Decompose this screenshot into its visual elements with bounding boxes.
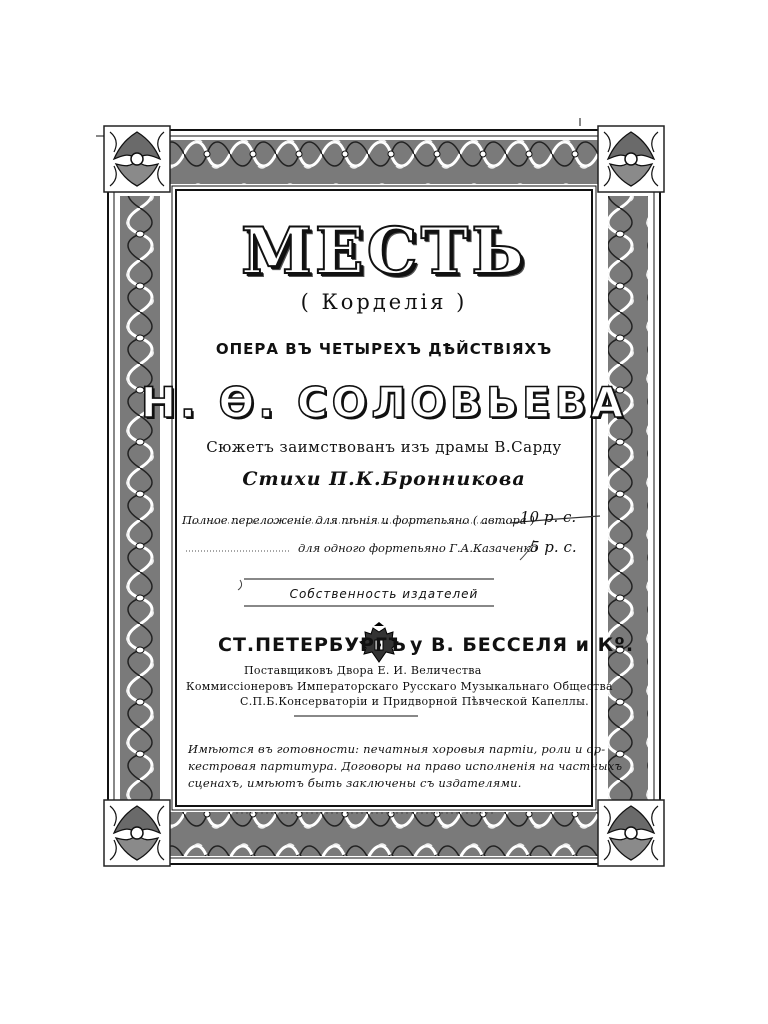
source-note: Сюжетъ заимствованъ изъ драмы В.Сарду <box>206 438 562 456</box>
publisher-line-1: Поставщиковъ Двора Е. И. Величества <box>244 664 482 677</box>
publisher-line-2: Коммиссіонеровъ Императорскаго Русскаго Музыкальнаго Общества <box>186 680 613 693</box>
availability-note-line: кестровая партитура. Договоры на право исполненія на частныхъ <box>188 759 623 773</box>
arrangement-price: 10 р. с. <box>520 508 577 526</box>
availability-note-line: сценахъ, имѣютъ быть заключены съ издателями. <box>188 776 522 790</box>
arrangement-row <box>298 541 537 555</box>
publisher-line-3: С.П.Б.Консерваторіи и Придворной Пѣвческой Капеллы. <box>240 695 589 708</box>
arrangement-label: для одного фортепьяно Г.А.Казаченко <box>298 541 538 555</box>
availability-note-line: Имѣются въ готовности: печатныя хоровыя партіи, роли и ор- <box>188 742 606 756</box>
corner-ornament <box>598 800 664 866</box>
composer-name: Н. Ө. СОЛОВЬЕВА <box>140 378 628 427</box>
arrangement-row <box>182 513 535 527</box>
corner-ornament <box>598 126 664 192</box>
librettist-credit: Стихи П.К.Бронникова <box>242 468 526 490</box>
arrangement-label: Полное переложеніе для пѣнія и фортепьяно ( автора ) <box>182 513 535 527</box>
opera-description: ОПЕРА ВЪ ЧЕТЫРЕХЪ ДѢЙСТВІЯХЪ <box>215 340 553 358</box>
opera-subtitle: ( Корделія ) <box>300 290 468 314</box>
corner-ornament <box>104 800 170 866</box>
corner-ornament <box>104 126 170 192</box>
ownership-note: Собственность издателей <box>289 587 479 601</box>
opera-title: МЕСТЬ <box>241 214 527 289</box>
arrangement-price: 5 р. с. <box>530 538 577 556</box>
publisher-city: СТ.ПЕТЕРБУРГЪ <box>218 634 407 656</box>
publisher-firm: у В. БЕССЕЛЯ и Кº. <box>410 634 635 656</box>
